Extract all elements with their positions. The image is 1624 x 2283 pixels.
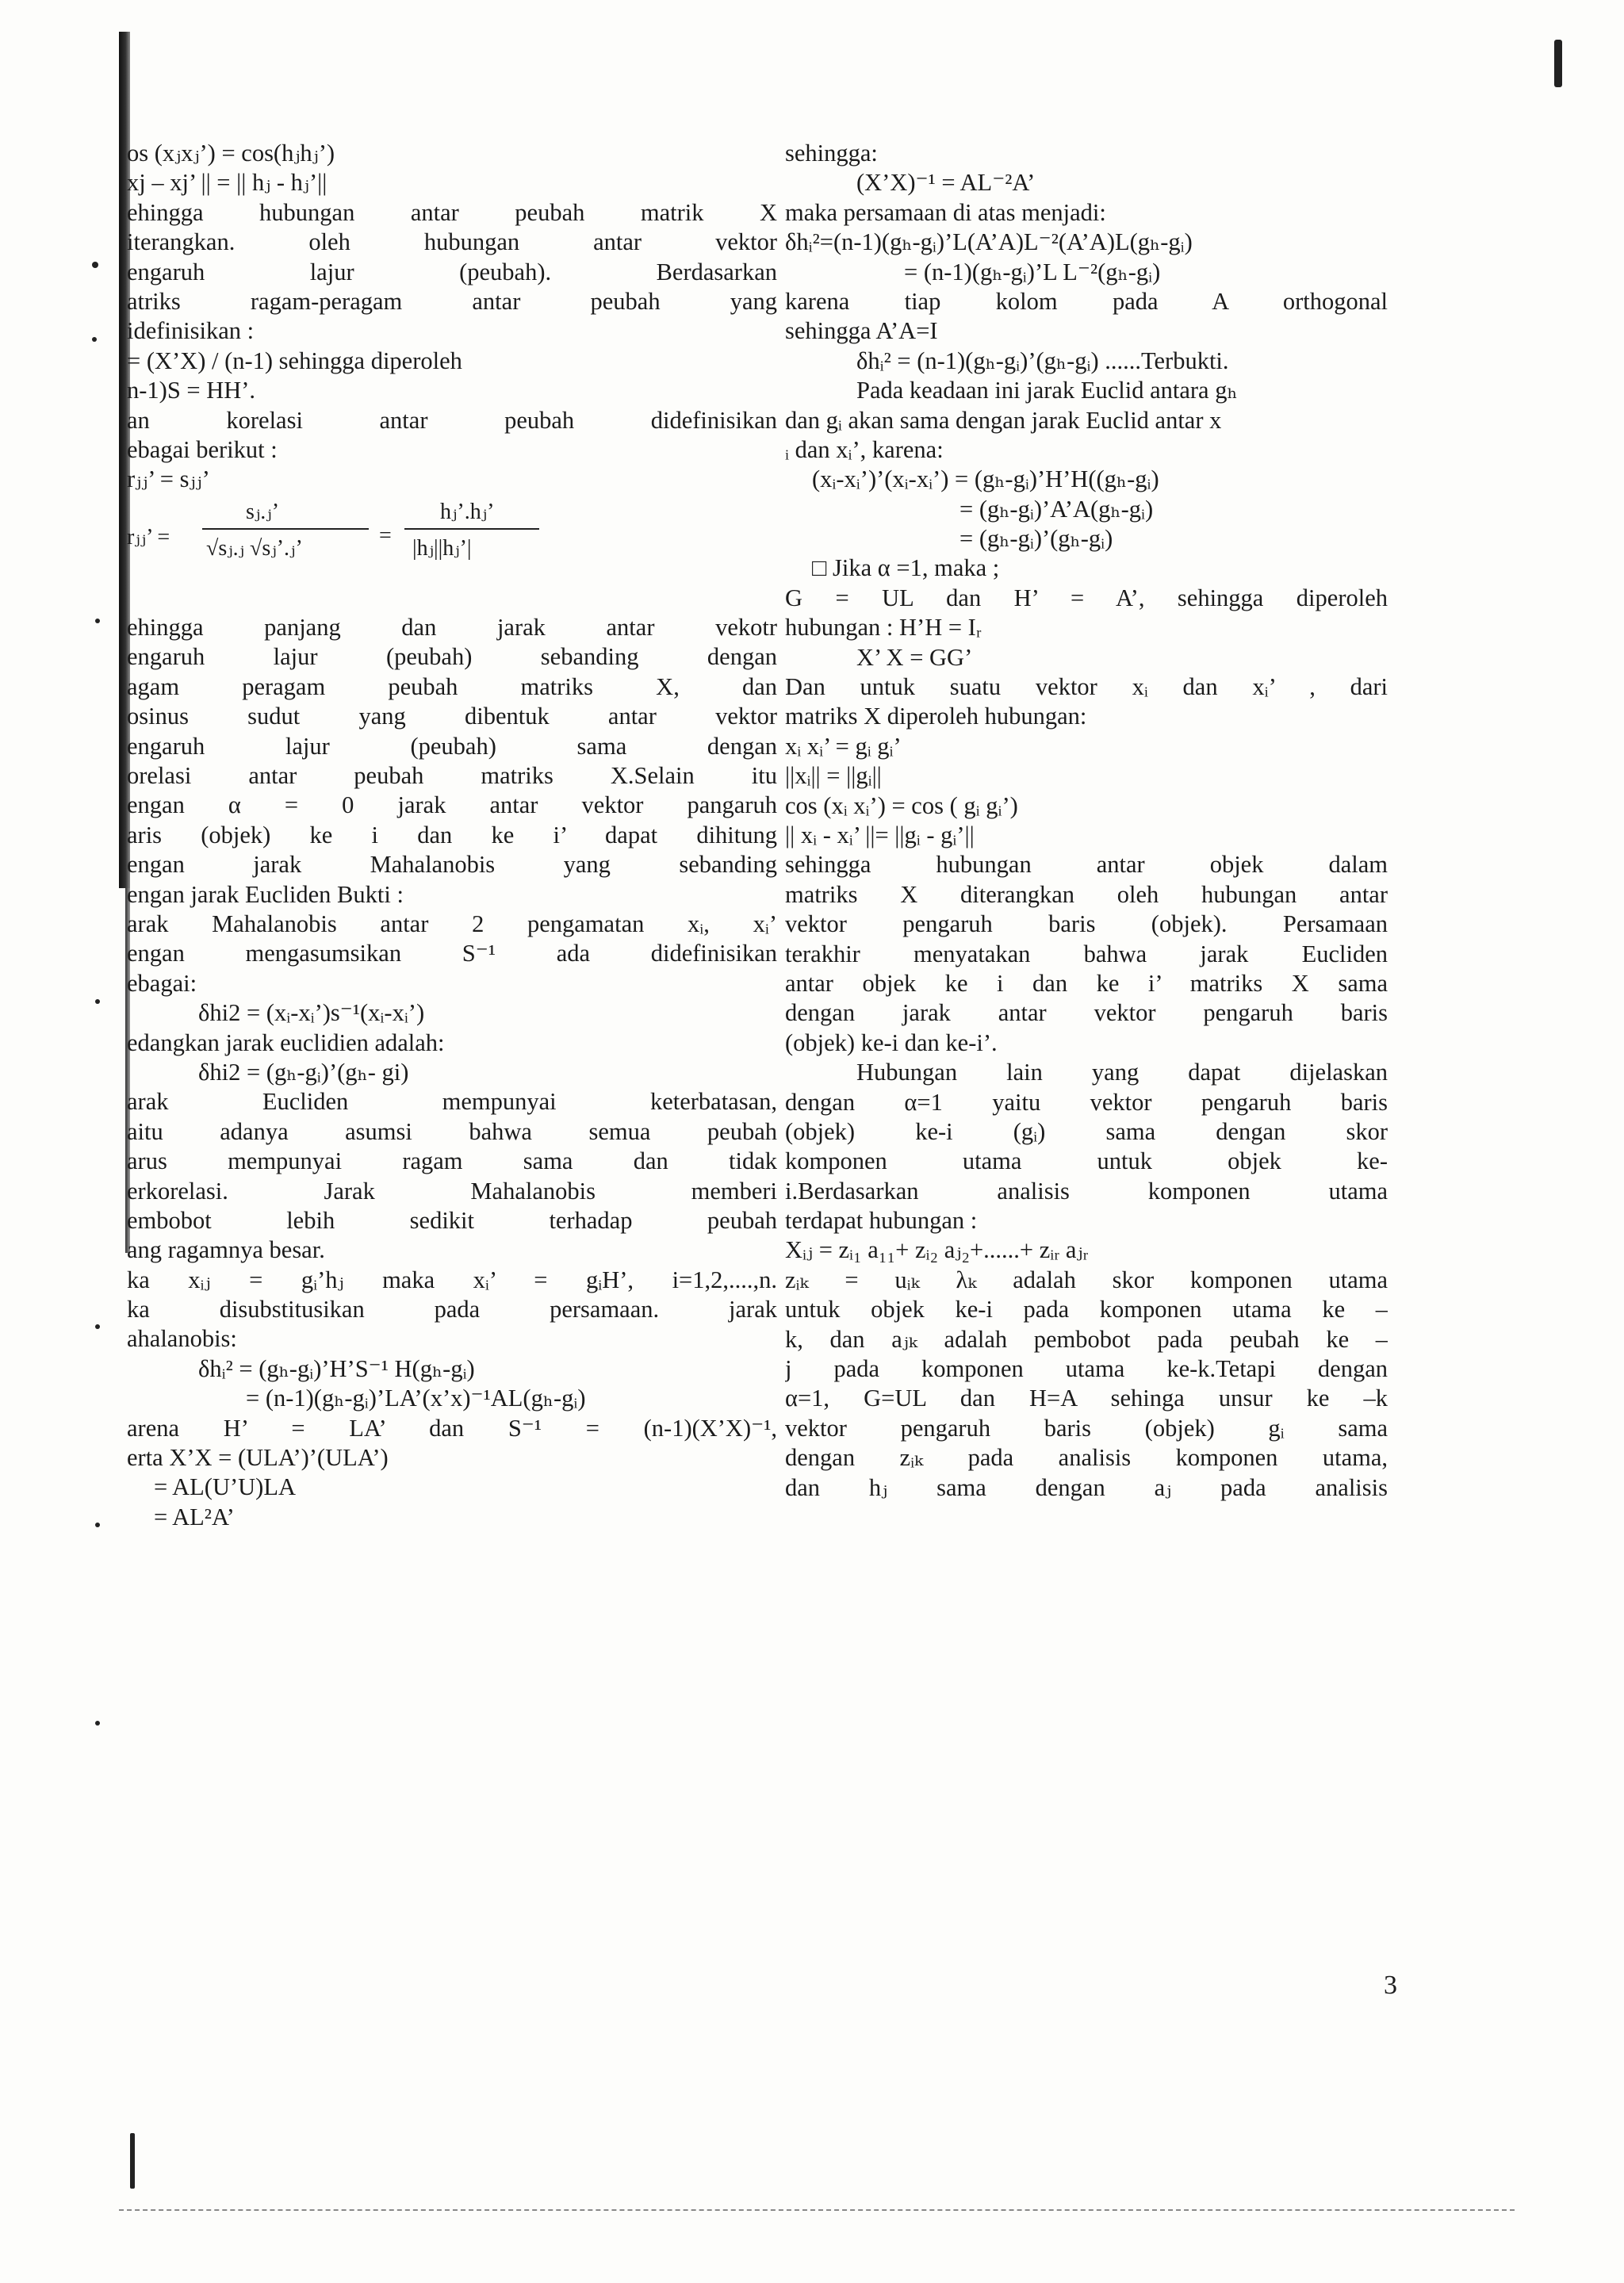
scan-speck <box>130 2133 135 2189</box>
correlation-formula <box>127 495 777 584</box>
formula-line: = AL(U’U)LA <box>154 1473 296 1501</box>
text-line: erkorelasi. Jarak Mahalanobis memberi <box>127 1177 777 1205</box>
formula-line: X’ X = GG’ <box>856 643 973 671</box>
text-line: engaruh lajur (peubah). Berdasarkan <box>127 258 777 285</box>
right-column <box>785 139 1388 1503</box>
text-line: ebagai: <box>127 969 197 997</box>
formula-numerator-2: hⱼ’.hⱼ’ <box>440 499 495 524</box>
text-line: dengan jarak antar vektor pengaruh baris <box>785 999 1388 1027</box>
text-line: = (X’X) / (n-1) sehingga diperoleh <box>127 347 462 374</box>
left-column <box>127 139 777 1532</box>
formula-line: δhi2 = (xᵢ-xᵢ’)s⁻¹(xᵢ-xᵢ’) <box>198 999 425 1027</box>
text-line: orelasi antar peubah matriks X.Selain itu <box>127 762 777 790</box>
text-line: engaruh lajur (peubah) sebanding dengan <box>127 643 777 671</box>
formula-line: = (n-1)(gₕ-gᵢ)’LA’(x’x)⁻¹AL(gₕ-gᵢ) <box>246 1385 586 1412</box>
text-line: terdapat hubungan : <box>785 1207 978 1235</box>
formula-lhs: rⱼⱼ’ = <box>127 524 170 550</box>
text-line: ka disubstitusikan pada persamaan. jarak <box>127 1296 777 1323</box>
text-line: embobot lebih sedikit terhadap peubah <box>127 1206 777 1234</box>
text-line: i.Berdasarkan analisis komponen utama <box>785 1177 1388 1205</box>
text-line: ahalanobis: <box>127 1325 237 1353</box>
text-line: arena H’ = LA’ dan S⁻¹ = (n-1)(X’X)⁻¹, <box>127 1414 777 1442</box>
text-line: antar objek ke i dan ke i’ matriks X sama <box>785 969 1388 997</box>
text-line: vektor pengaruh baris (objek) gᵢ sama <box>785 1414 1388 1442</box>
text-line: j pada komponen utama ke-k.Tetapi dengan <box>785 1355 1388 1383</box>
text-line: matriks X diperoleh hubungan: <box>785 703 1087 730</box>
text-line: dan hⱼ sama dengan aⱼ pada analisis <box>785 1473 1388 1501</box>
text-line: vektor pengaruh baris (objek). Persamaan <box>785 910 1388 938</box>
scan-speck <box>95 619 100 623</box>
fraction-bar-1 <box>202 528 369 530</box>
text-line: dan gᵢ akan sama dengan jarak Euclid antar x <box>785 406 1222 434</box>
text-line: xj – xj’ || = || hⱼ - hⱼ’|| <box>127 169 327 197</box>
page-number: 3 <box>1384 1971 1397 2000</box>
text-line: engan α = 0 jarak antar vektor pangaruh <box>127 791 777 819</box>
text-line: untuk objek ke-i pada komponen utama ke – <box>785 1296 1388 1323</box>
text-line: dengan zᵢₖ pada analisis komponen utama, <box>785 1444 1388 1472</box>
text-line: hubungan : H’H = Iᵣ <box>785 614 982 642</box>
formula-numerator-1: sⱼ.ⱼ’ <box>246 499 280 524</box>
formula-line: = (n-1)(gₕ-gᵢ)’L L⁻²(gₕ-gᵢ) <box>904 258 1161 285</box>
text-line: idefinisikan : <box>127 317 255 345</box>
text-line: matriks X diterangkan oleh hubungan antar <box>785 880 1388 908</box>
text-line: zᵢₖ = uᵢₖ λₖ adalah skor komponen utama <box>785 1266 1388 1293</box>
formula-denominator-1: √sⱼ.ⱼ √sⱼ’.ⱼ’ <box>206 535 303 561</box>
formula-line: δhᵢ² = (gₕ-gᵢ)’H’S⁻¹ H(gₕ-gᵢ) <box>198 1354 475 1382</box>
scan-speck <box>95 1721 100 1726</box>
text-line: □ Jika α =1, maka ; <box>812 554 1000 582</box>
formula-line: = (gₕ-gᵢ)’A’A(gₕ-gᵢ) <box>959 495 1154 523</box>
text-line: rⱼⱼ’ = sⱼⱼ’ <box>127 465 210 493</box>
text-line: komponen utama untuk objek ke- <box>785 1147 1388 1175</box>
formula-line: δhᵢ²=(n-1)(gₕ-gᵢ)’L(A’A)L⁻²(A’A)L(gₕ-gᵢ) <box>785 228 1193 256</box>
text-line: iterangkan. oleh hubungan antar vektor <box>127 228 777 256</box>
scan-speck <box>92 337 97 342</box>
text-line: engaruh lajur (peubah) sama dengan <box>127 732 777 760</box>
text-line: arak Mahalanobis antar 2 pengamatan xᵢ, xᵢ’ <box>127 910 777 937</box>
text-line: α=1, G=UL dan H=A sehinga unsur ke –k <box>785 1385 1388 1412</box>
text-line: sehingga hubungan antar objek dalam <box>785 851 1388 879</box>
text-line: (objek) ke-i dan ke-i’. <box>785 1028 998 1056</box>
formula-line: ||xᵢ|| = ||gᵢ|| <box>785 762 882 790</box>
formula-equals: = <box>379 523 392 548</box>
text-line: ka xᵢⱼ = gᵢ’hⱼ maka xᵢ’ = gᵢH’, i=1,2,....,n. <box>127 1266 777 1293</box>
text-line: engan jarak Mahalanobis yang sebanding <box>127 851 777 879</box>
formula-line: = (gₕ-gᵢ)’(gₕ-gᵢ) <box>959 525 1113 553</box>
text-line: erta X’X = (ULA’)’(ULA’) <box>127 1444 389 1472</box>
text-line: karena tiap kolom pada A orthogonal <box>785 287 1388 315</box>
formula-denominator-2: |hⱼ||hⱼ’| <box>412 535 472 561</box>
text-line: sehingga: <box>785 140 878 167</box>
text-line: arak Eucliden mempunyai keterbatasan, <box>127 1088 777 1116</box>
text-line: aitu adanya asumsi bahwa semua peubah <box>127 1117 777 1145</box>
text-line: ebagai berikut : <box>127 435 278 463</box>
scan-speck <box>95 999 100 1004</box>
text-line: ehingga hubungan antar peubah matrik X <box>127 198 777 226</box>
formula-line: Xᵢⱼ = zᵢ₁ a₁₁+ zᵢ₂ aⱼ₂+......+ zᵢᵣ aⱼᵣ <box>785 1236 1089 1264</box>
text-line: Hubungan lain yang dapat dijelaskan <box>856 1059 1388 1086</box>
text-line: (objek) ke-i (gᵢ) sama dengan skor <box>785 1117 1388 1145</box>
formula-line: = AL²A’ <box>154 1503 235 1530</box>
formula-line: δhᵢ² = (n-1)(gₕ-gᵢ)’(gₕ-gᵢ) ......Terbukti. <box>856 347 1229 374</box>
scan-speck <box>1554 40 1562 87</box>
text-line: terakhir menyatakan bahwa jarak Eucliden <box>785 940 1388 967</box>
text-line: agam peragam peubah matriks X, dan <box>127 672 777 700</box>
fraction-bar-2 <box>404 528 539 530</box>
text-line: k, dan aⱼₖ adalah pembobot pada peubah ke – <box>785 1325 1388 1353</box>
spacer <box>127 584 777 613</box>
text-line: ang ragamnya besar. <box>127 1236 325 1264</box>
text-line: Pada keadaan ini jarak Euclid antara gₕ <box>856 377 1238 404</box>
formula-line: (X’X)⁻¹ = AL⁻²A’ <box>856 169 1036 197</box>
formula-line: (xᵢ-xᵢ’)’(xᵢ-xᵢ’) = (gₕ-gᵢ)’H’H((gₕ-gᵢ) <box>812 465 1159 493</box>
text-line: edangkan jarak euclidien adalah: <box>127 1028 445 1056</box>
text-line: atriks ragam-peragam antar peubah yang <box>127 287 777 315</box>
scan-bottom-edge <box>119 2209 1515 2211</box>
text-line: an korelasi antar peubah didefinisikan <box>127 406 777 434</box>
text-line: engan mengasumsikan S⁻¹ ada didefinisikan <box>127 940 777 967</box>
formula-line: cos (xᵢ xᵢ’) = cos ( gᵢ gᵢ’) <box>785 791 1018 819</box>
scan-speck <box>95 1324 100 1329</box>
text-line: aris (objek) ke i dan ke i’ dapat dihitung <box>127 821 777 848</box>
text-line: arus mempunyai ragam sama dan tidak <box>127 1147 777 1175</box>
text-line: os (xⱼxⱼ’) = cos(hⱼhⱼ’) <box>127 140 335 167</box>
formula-line: δhi2 = (gₕ-gᵢ)’(gₕ- gi) <box>198 1058 409 1086</box>
scan-speck <box>92 262 98 268</box>
formula-line: || xᵢ - xᵢ’ ||= ||gᵢ - gᵢ’|| <box>785 821 975 848</box>
text-line: G = UL dan H’ = A’, sehingga diperoleh <box>785 584 1388 611</box>
formula-line: xᵢ xᵢ’ = gᵢ gᵢ’ <box>785 732 902 760</box>
text-line: ᵢ dan xᵢ’, karena: <box>785 435 944 463</box>
text-line: Dan untuk suatu vektor xᵢ dan xᵢ’ , dari <box>785 673 1388 701</box>
scan-speck <box>95 1523 100 1527</box>
text-line: n-1)S = HH’. <box>127 377 256 404</box>
text-line: maka persamaan di atas menjadi: <box>785 198 1106 226</box>
text-line: osinus sudut yang dibentuk antar vektor <box>127 703 777 730</box>
text-line: ehingga panjang dan jarak antar vekotr <box>127 614 777 642</box>
text-line: engan jarak Eucliden Bukti : <box>127 880 404 908</box>
text-line: sehingga A’A=I <box>785 317 938 345</box>
text-line: dengan α=1 yaitu vektor pengaruh baris <box>785 1088 1388 1116</box>
